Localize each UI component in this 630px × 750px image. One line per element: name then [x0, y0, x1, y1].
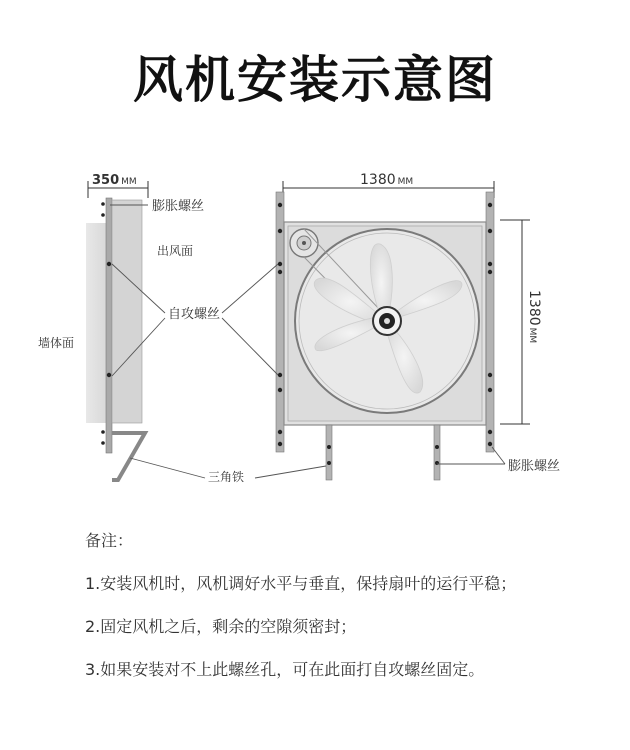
height-unit: MM: [527, 327, 537, 344]
label-expansion-bolt-top: 膨胀螺丝: [152, 199, 205, 214]
width-dimension: [283, 172, 494, 198]
height-dimension: [500, 220, 542, 424]
triangle-iron: [112, 433, 145, 480]
left-leg: [326, 425, 332, 480]
page-title: 风机安装示意图: [133, 51, 497, 109]
label-expansion-bolt-bottom: 膨胀螺丝: [508, 459, 561, 474]
label-self-tapping-screw: 自攻螺丝: [168, 307, 221, 322]
right-leg: [434, 425, 440, 480]
side-view: [86, 173, 148, 480]
svg-text:1380MM: [360, 172, 413, 188]
note-item-2: 2.固定风机之后，剩余的空隙须密封；: [85, 617, 357, 636]
note-item-3: 3.如果安装对不上此螺丝孔，可在此面打自攻螺丝固定。: [85, 660, 485, 679]
label-air-outlet: 出风面: [157, 244, 194, 258]
side-frame-post: [106, 198, 112, 453]
height-value: 1380: [526, 290, 542, 326]
depth-unit: MM: [121, 177, 137, 187]
svg-text:350MM: [92, 173, 137, 188]
svg-text:1380MM: [526, 290, 542, 343]
width-unit: MM: [397, 177, 414, 187]
note-item-1: 1.安装风机时，风机调好水平与垂直，保持扇叶的运行平稳；: [85, 574, 517, 593]
side-frame-panel: [112, 200, 142, 423]
notes-section: [85, 528, 605, 700]
label-triangle-iron: 三角铁: [208, 470, 245, 484]
fan-hub: [373, 307, 401, 335]
front-view: [276, 172, 542, 480]
label-wall-surface: 墙体面: [38, 336, 75, 350]
depth-value: 350: [92, 173, 120, 188]
width-value: 1380: [360, 172, 396, 188]
depth-dimension: [88, 173, 148, 198]
notes-header: 备注：: [85, 531, 134, 550]
